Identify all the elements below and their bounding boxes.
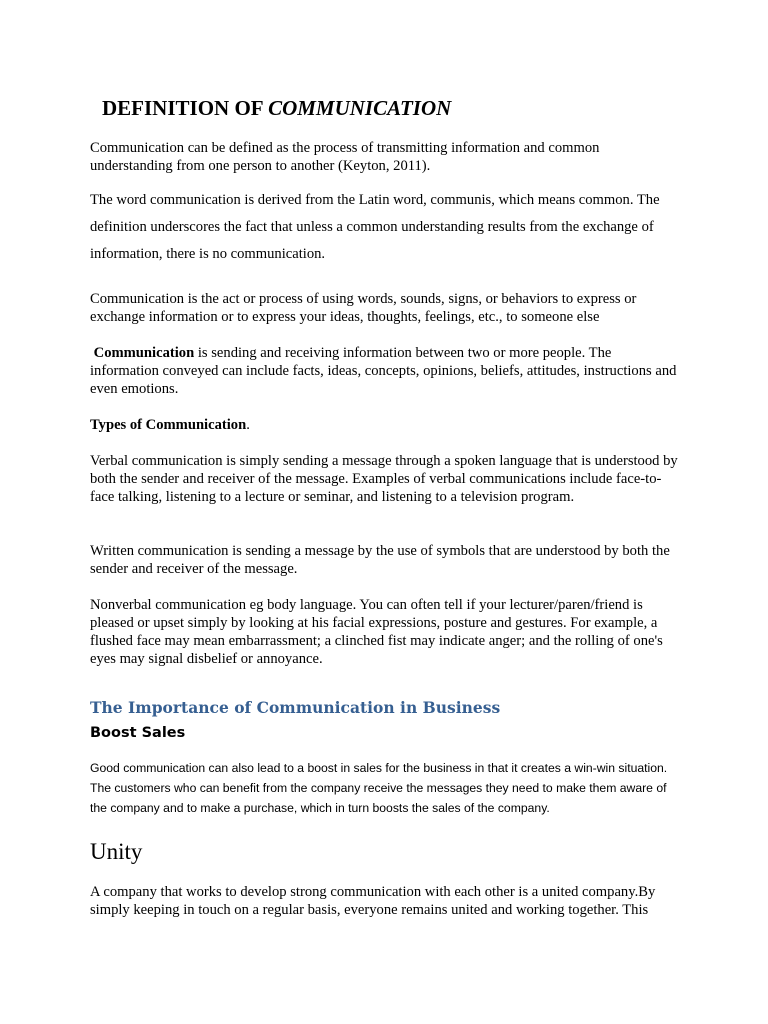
etymology-paragraph: The word communication is derived from the Latin word, communis, which means common. The definition underscores the fact that unless a common understanding results from the exchange of information, there is no communication. bbox=[90, 192, 660, 262]
verbal-paragraph: Verbal communication is simply sending a message through a spoken language that is understood by both the sender and receiver of the message. Examples of verbal communications include face-to-face talking, listening to a lecture or seminar, and listening to a television program. bbox=[90, 453, 678, 505]
title-part-1: DEFINITION OF bbox=[102, 96, 269, 120]
types-heading bbox=[90, 416, 680, 434]
sending-paragraph-rest: is sending and receiving information between two or more people. The information conveyed can include facts, ideas, concepts, opinions, beliefs, attitudes, instructions and even emotions. bbox=[90, 345, 677, 397]
title-part-2: COMMUNICATION bbox=[268, 96, 452, 120]
sending-paragraph-bold: Communication bbox=[93, 345, 195, 361]
nonverbal-paragraph: Nonverbal communication eg body language. You can often tell if your lecturer/paren/friend is pleased or upset simply by looking at his facial expressions, posture and gestures. For example, a flushed face may mean embarrassment; a clinched fist may indicate anger; and the rolling of one's eyes may signal disbelief or annoyance. bbox=[90, 597, 663, 667]
definition-paragraph: Communication can be defined as the process of transmitting information and common understanding from one person to another (Keyton, 2011). bbox=[90, 140, 600, 174]
boost-sales-paragraph: Good communication can also lead to a boost in sales for the business in that it creates a win-win situation. The customers who can benefit from the company receive the messages they need to make them aware of the company and to make a purchase, which in turn boosts the sales of the company. bbox=[90, 761, 668, 815]
document-title bbox=[102, 94, 451, 122]
types-heading-text: Types of Communication bbox=[90, 417, 247, 433]
unity-heading: Unity bbox=[90, 839, 143, 864]
boost-sales-heading: Boost Sales bbox=[90, 725, 186, 741]
written-paragraph: Written communication is sending a message by the use of symbols that are understood by both the sender and receiver of the message. bbox=[90, 543, 670, 577]
sending-paragraph bbox=[90, 344, 680, 398]
types-heading-period: . bbox=[246, 417, 250, 433]
unity-paragraph: A company that works to develop strong communication with each other is a united company.By simply keeping in touch on a regular basis, everyone remains united and working together. This bbox=[90, 884, 656, 918]
importance-heading: The Importance of Communication in Business bbox=[90, 698, 501, 717]
act-paragraph: Communication is the act or process of using words, sounds, signs, or behaviors to express or exchange information or to express your ideas, thoughts, feelings, etc., to someone else bbox=[90, 291, 637, 325]
